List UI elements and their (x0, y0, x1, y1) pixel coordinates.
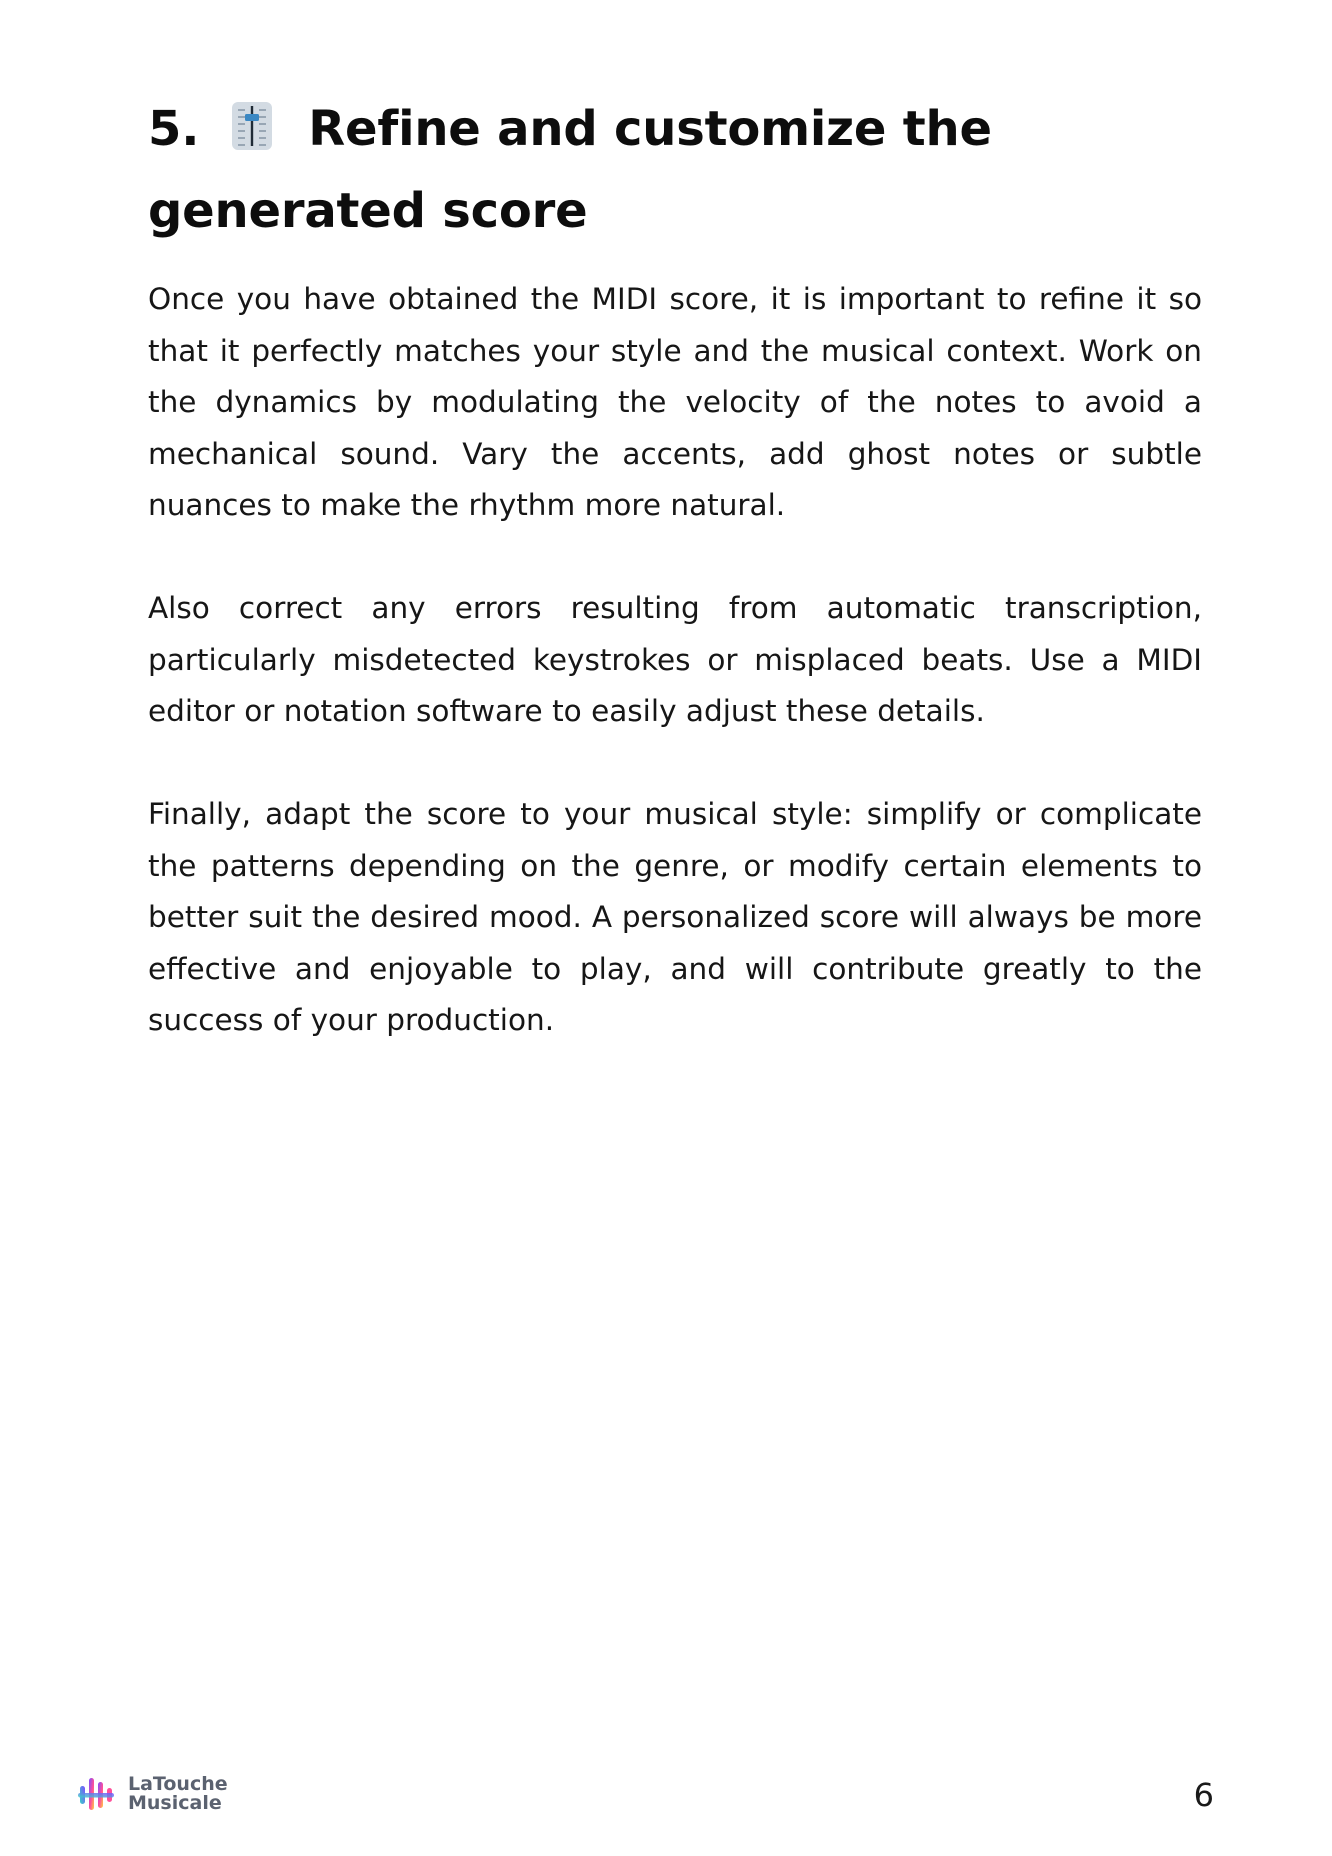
brand-line-2: Musicale (128, 1792, 222, 1814)
paragraph: Once you have obtained the MIDI score, it is important to refine it so that it perfectly matches your style and the musical context. Work on the dynamics by modulating the velocity of the notes to avoid a mechanical sound. Vary the accents, add ghost notes or subtle nuances to make the rhythm more natural. (148, 282, 1202, 522)
body-text (148, 274, 1202, 1098)
brand-name (128, 1775, 228, 1813)
brand-line-1: LaTouche (128, 1773, 228, 1795)
page-number: 6 (1193, 1776, 1214, 1814)
level-slider-icon (230, 101, 274, 151)
footer-logo (74, 1772, 228, 1816)
section-title: Refine and customize the generated score (148, 101, 992, 239)
section-heading (148, 88, 1208, 252)
paragraph: Also correct any errors resulting from automatic transcription, particularly misdetected keystrokes or misplaced beats. Use a MIDI editor or notation software to easily adjust these details. (148, 591, 1202, 728)
section-number: 5. (148, 101, 200, 157)
paragraph: Finally, adapt the score to your musical style: simplify or complicate the patterns depending on the genre, or modify certain elements to better suit the desired mood. A personalized score will always be more effective and enjoyable to play, and will contribute greatly to the success of your production. (148, 797, 1202, 1037)
latouche-musicale-logo-icon (74, 1772, 118, 1816)
